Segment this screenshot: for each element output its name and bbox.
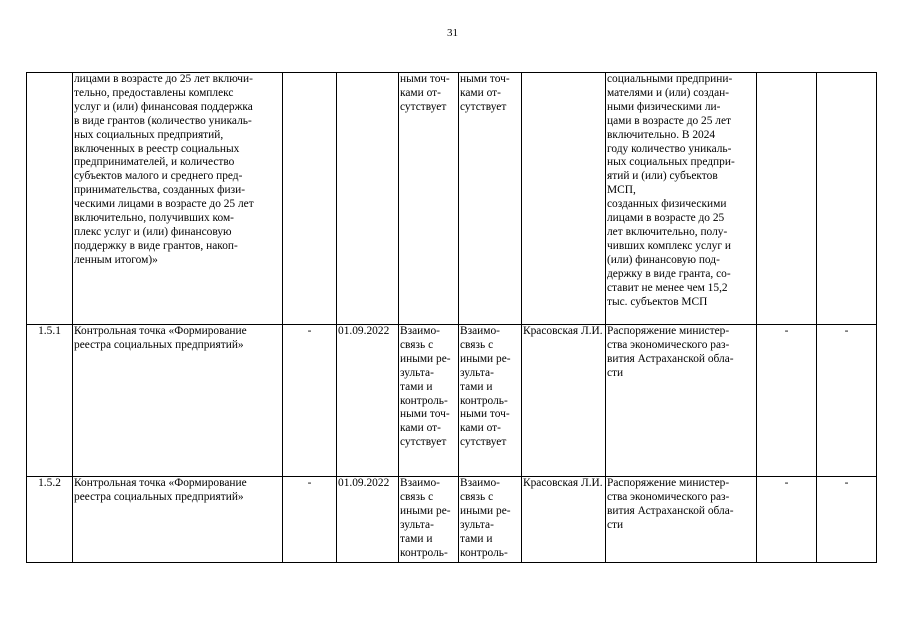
- page-number: 31: [447, 27, 458, 39]
- extra-cell: [817, 73, 877, 325]
- result-name-cell: Контрольная точка «Формирование реестра социальных предприятий»: [73, 477, 283, 563]
- row-number-cell: [27, 73, 73, 325]
- level-control-cell: [757, 73, 817, 325]
- responsible-cell: Красовская Л.И.: [522, 325, 606, 477]
- predecessor-cell: Взаимо- связь с иными ре- зульта- тами и контроль-: [399, 477, 459, 563]
- extra-cell: -: [817, 477, 877, 563]
- end-date-cell: 01.09.2022: [337, 325, 399, 477]
- document-cell: социальными предприни- мателями и (или) создан- ными физическими ли- цами в возрасте до 25 лет включительно. В 2024 году количество уникаль- ных социальных предпри- ятий и (или) субъектов МСП, созданных физическими лицами в возрасте до 25 лет включительно, полу- чивших комплекс услуг и (или) финансовую под- держку в виде гранта, со- ставит не менее чем 15,2 тыс. субъектов МСП: [606, 73, 757, 325]
- predecessor-cell: Взаимо- связь с иными ре- зульта- тами и контроль- ными точ- ками от- сутствует: [399, 325, 459, 477]
- table-row: [27, 477, 877, 563]
- start-date-cell: [283, 73, 337, 325]
- level-control-cell: -: [757, 477, 817, 563]
- results-table: [26, 72, 877, 563]
- responsible-cell: [522, 73, 606, 325]
- start-date-cell: -: [283, 325, 337, 477]
- document-cell: Распоряжение министер- ства экономического раз- вития Астраханской обла- сти: [606, 477, 757, 563]
- successor-cell: Взаимо- связь с иными ре- зульта- тами и контроль- ными точ- ками от- сутствует: [459, 325, 522, 477]
- end-date-cell: 01.09.2022: [337, 477, 399, 563]
- extra-cell: -: [817, 325, 877, 477]
- table-row: [27, 73, 877, 325]
- row-number-cell: 1.5.2: [27, 477, 73, 563]
- result-name-cell: Контрольная точка «Формирование реестра социальных предприятий»: [73, 325, 283, 477]
- level-control-cell: -: [757, 325, 817, 477]
- document-cell: Распоряжение министер- ства экономического раз- вития Астраханской обла- сти: [606, 325, 757, 477]
- successor-cell: Взаимо- связь с иными ре- зульта- тами и контроль-: [459, 477, 522, 563]
- predecessor-cell: ными точ- ками от- сутствует: [399, 73, 459, 325]
- start-date-cell: -: [283, 477, 337, 563]
- successor-cell: ными точ- ками от- сутствует: [459, 73, 522, 325]
- end-date-cell: [337, 73, 399, 325]
- responsible-cell: Красовская Л.И.: [522, 477, 606, 563]
- result-name-cell: лицами в возрасте до 25 лет включи- тельно, предоставлены комплекс услуг и (или) финансовая поддержка в виде грантов (количество уникаль- ных социальных предприятий, включенных в реестр социальных предпринимателей, и количество субъектов малого и среднего пред- принимательства, созданных физи- ческими лицами в возрасте до 25 лет включительно, получивших ком- плекс услуг и (или) финансовую поддержку в виде грантов, накоп- ленным итогом)»: [73, 73, 283, 325]
- row-number-cell: 1.5.1: [27, 325, 73, 477]
- table-row: [27, 325, 877, 477]
